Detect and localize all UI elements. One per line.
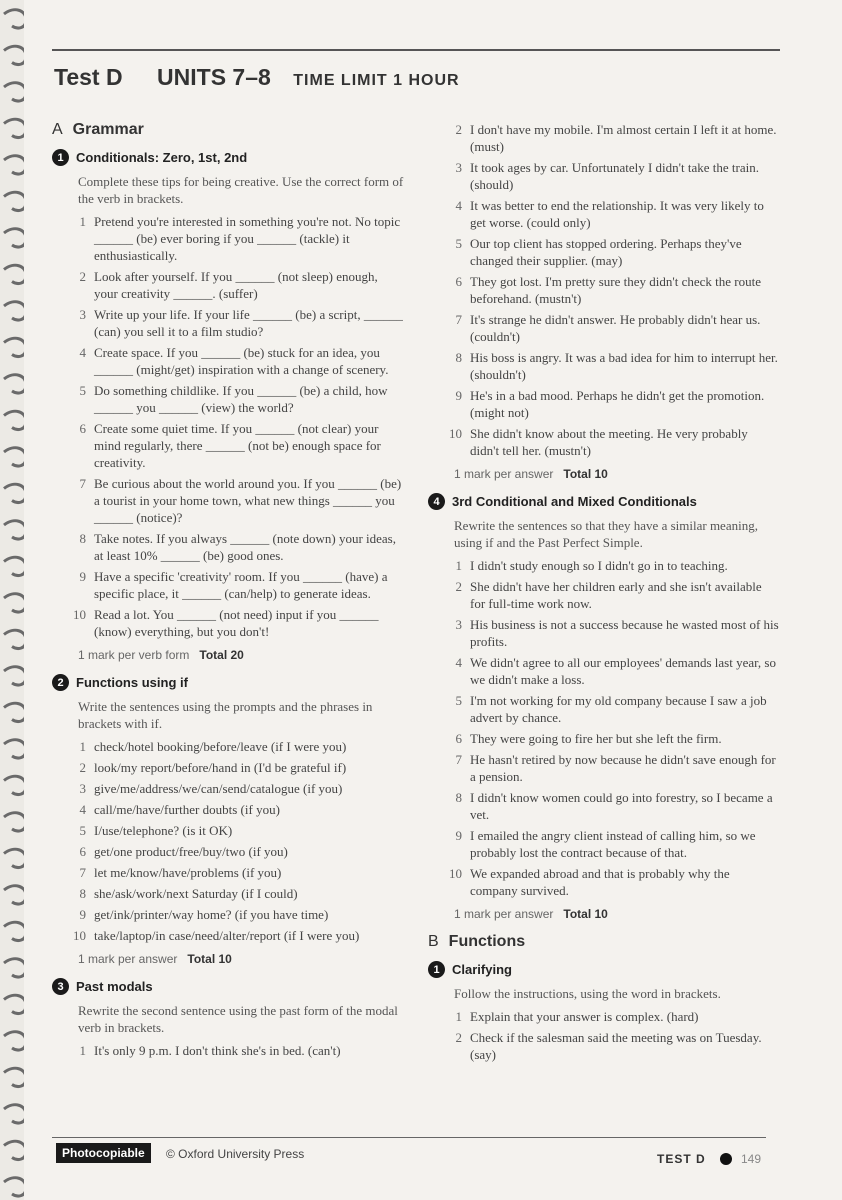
item-text: I'm not working for my old company because I saw a job advert by chance. — [470, 693, 767, 725]
item-number: 7 — [455, 752, 462, 767]
item-text: Our top client has stopped ordering. Perhaps they've changed their supplier. (may) — [470, 236, 742, 268]
item-text: We expanded abroad and that is probably why the company survived. — [470, 866, 730, 898]
item-text: Look after yourself. If you ______ (not sleep) enough, your creativity ______. (suffer) — [94, 269, 378, 301]
item-text: He hasn't retired by now because he didn't save enough for a pension. — [470, 752, 776, 784]
exercise-title: Conditionals: Zero, 1st, 2nd — [76, 150, 248, 165]
list-item — [52, 420, 404, 471]
item-number: 3 — [455, 617, 462, 632]
spiral-loop — [4, 302, 26, 320]
exercise-4-marking: 1 mark per answer Total 10 — [454, 907, 608, 921]
spiral-loop — [4, 740, 26, 758]
list-item — [428, 865, 780, 899]
exercise-3-items-part2 — [428, 121, 780, 459]
spiral-loop — [4, 1141, 26, 1159]
item-number: 7 — [79, 476, 86, 491]
item-number: 2 — [79, 760, 86, 775]
item-number: 8 — [79, 886, 86, 901]
spiral-loop — [4, 886, 26, 904]
item-text: His business is not a success because he wasted most of his profits. — [470, 617, 779, 649]
spiral-loop — [4, 813, 26, 831]
exercise-1-marking: 1 mark per verb form Total 20 — [78, 648, 244, 662]
exercise-number-badge: 3 — [52, 978, 69, 995]
item-text: She didn't have her children early and she isn't available for full-time work now. — [470, 579, 762, 611]
item-text: They got lost. I'm pretty sure they didn't check the route beforehand. (mustn't) — [470, 274, 761, 306]
spiral-loop — [4, 156, 26, 174]
item-text: Check if the salesman said the meeting was on Tuesday. (say) — [470, 1030, 762, 1062]
exercise-b1-items — [428, 1008, 780, 1063]
spiral-loop — [4, 995, 26, 1013]
exercise-title: Clarifying — [452, 962, 512, 977]
list-item — [52, 843, 404, 860]
item-text: He's in a bad mood. Perhaps he didn't get the promotion. (might not) — [470, 388, 765, 420]
item-text: check/hotel booking/before/leave (if I were you) — [94, 739, 347, 754]
spiral-loop — [4, 1105, 26, 1123]
item-number: 3 — [79, 781, 86, 796]
spiral-loop — [4, 229, 26, 247]
spiral-loop — [4, 265, 26, 283]
item-text: I didn't know women could go into forestry, so I became a vet. — [470, 790, 773, 822]
list-item — [52, 906, 404, 923]
list-item — [52, 1042, 404, 1059]
spiral-loop — [4, 10, 26, 28]
item-text: I don't have my mobile. I'm almost certain I left it at home. (must) — [470, 122, 777, 154]
list-item — [52, 475, 404, 526]
spiral-loop — [4, 1178, 26, 1196]
item-text: It's strange he didn't answer. He probably didn't hear us. (couldn't) — [470, 312, 761, 344]
section-a-heading: A Grammar — [52, 121, 144, 138]
spiral-loop — [4, 375, 26, 393]
exercise-2-marking: 1 mark per answer Total 10 — [78, 952, 232, 966]
item-number: 6 — [79, 421, 86, 436]
item-text: It took ages by car. Unfortunately I didn't take the train. (should) — [470, 160, 759, 192]
item-number: 9 — [79, 907, 86, 922]
exercise-1-items — [52, 213, 404, 640]
exercise-title: 3rd Conditional and Mixed Conditionals — [452, 494, 697, 509]
item-number: 1 — [455, 558, 462, 573]
item-text: Take notes. If you always ______ (note down) your ideas, at least 10% ______ (be) good ones. — [94, 531, 396, 563]
list-item — [428, 730, 780, 747]
footer-test-label: TEST D — [657, 1152, 706, 1166]
list-item — [428, 1029, 780, 1063]
item-number: 7 — [79, 865, 86, 880]
exercise-instructions: Follow the instructions, using the word in brackets. — [454, 986, 721, 1001]
item-number: 10 — [449, 426, 462, 441]
list-item — [52, 801, 404, 818]
spiral-loop — [4, 411, 26, 429]
list-item — [52, 530, 404, 564]
item-number: 5 — [455, 693, 462, 708]
spiral-loop — [4, 630, 26, 648]
item-number: 2 — [455, 579, 462, 594]
spiral-loop — [4, 776, 26, 794]
item-text: I didn't study enough so I didn't go in to teaching. — [470, 558, 728, 573]
item-text: His boss is angry. It was a bad idea for him to interrupt her. (shouldn't) — [470, 350, 778, 382]
item-number: 5 — [79, 823, 86, 838]
exercise-2-heading — [52, 674, 404, 691]
item-number: 9 — [455, 828, 462, 843]
item-text: call/me/have/further doubts (if you) — [94, 802, 280, 817]
list-item — [52, 885, 404, 902]
spiral-loop — [4, 959, 26, 977]
item-number: 4 — [455, 655, 462, 670]
list-item — [52, 927, 404, 944]
list-item — [52, 759, 404, 776]
item-text: take/laptop/in case/need/alter/report (if I were you) — [94, 928, 360, 943]
list-item — [428, 349, 780, 383]
item-number: 1 — [79, 739, 86, 754]
list-item — [428, 235, 780, 269]
list-item — [428, 789, 780, 823]
item-number: 5 — [455, 236, 462, 251]
exercise-4-items — [428, 557, 780, 899]
item-text: Be curious about the world around you. If you ______ (be) a tourist in your home town, what new things ______ you ______ (notice)? — [94, 476, 402, 525]
photocopiable-badge: Photocopiable — [56, 1143, 151, 1163]
item-number: 6 — [455, 731, 462, 746]
item-number: 10 — [449, 866, 462, 881]
spiral-loop — [4, 46, 26, 64]
item-text: It's only 9 p.m. I don't think she's in bed. (can't) — [94, 1043, 341, 1058]
footer-rule — [52, 1137, 766, 1138]
item-number: 4 — [79, 345, 86, 360]
section-b-heading: B Functions — [428, 933, 526, 950]
item-text: Read a lot. You ______ (not need) input if you ______ (know) everything, but you don't! — [94, 607, 379, 639]
list-item — [52, 568, 404, 602]
item-text: Explain that your answer is complex. (hard) — [470, 1009, 699, 1024]
list-item — [52, 864, 404, 881]
list-item — [428, 273, 780, 307]
spiral-loop — [4, 1068, 26, 1086]
item-text: It was better to end the relationship. It was very likely to get worse. (could only) — [470, 198, 764, 230]
list-item — [52, 606, 404, 640]
spiral-loop — [4, 484, 26, 502]
spiral-loop — [4, 338, 26, 356]
spiral-loop — [4, 667, 26, 685]
item-number: 6 — [79, 844, 86, 859]
item-number: 10 — [73, 607, 86, 622]
exercise-instructions: Rewrite the second sentence using the past form of the modal verb in brackets. — [78, 1003, 398, 1035]
item-text: Create space. If you ______ (be) stuck for an idea, you ______ (might/get) inspiration with a change of scenery. — [94, 345, 389, 377]
exercise-instructions: Complete these tips for being creative. Use the correct form of the verb in brackets. — [78, 174, 404, 206]
exercise-1-heading — [52, 149, 404, 166]
list-item — [52, 738, 404, 755]
exercise-number-badge: 1 — [52, 149, 69, 166]
exercise-number-badge: 4 — [428, 493, 445, 510]
item-text: She didn't know about the meeting. He very probably didn't tell her. (mustn't) — [470, 426, 748, 458]
item-number: 8 — [79, 531, 86, 546]
item-text: I/use/telephone? (is it OK) — [94, 823, 233, 838]
item-number: 4 — [79, 802, 86, 817]
right-column — [428, 121, 780, 1067]
list-item — [52, 382, 404, 416]
spiral-loop — [4, 557, 26, 575]
list-item — [52, 780, 404, 797]
spiral-loop — [4, 703, 26, 721]
item-number: 1 — [455, 1009, 462, 1024]
spiral-loop — [4, 922, 26, 940]
item-number: 2 — [79, 269, 86, 284]
item-text: get/one product/free/buy/two (if you) — [94, 844, 288, 859]
list-item — [428, 827, 780, 861]
top-rule — [52, 49, 780, 51]
list-item — [428, 654, 780, 688]
item-number: 6 — [455, 274, 462, 289]
item-number: 3 — [79, 307, 86, 322]
item-number: 5 — [79, 383, 86, 398]
units-title: UNITS 7–8 — [157, 64, 271, 90]
spiral-loop — [4, 192, 26, 210]
list-item — [428, 159, 780, 193]
list-item — [428, 425, 780, 459]
item-number: 1 — [79, 214, 86, 229]
exercise-3-heading — [52, 978, 404, 995]
item-text: Write up your life. If your life ______ (be) a script, ______ (can) you sell it to a film studio? — [94, 307, 403, 339]
item-text: Have a specific 'creativity' room. If you ______ (have) a specific place, it ______ (can/help) to generate ideas. — [94, 569, 388, 601]
spiral-loop — [4, 448, 26, 466]
left-column — [52, 121, 404, 1063]
exercise-instructions: Write the sentences using the prompts and the phrases in brackets with if. — [78, 699, 373, 731]
item-number: 9 — [455, 388, 462, 403]
exercise-b1-heading — [428, 961, 780, 978]
item-text: let me/know/have/problems (if you) — [94, 865, 282, 880]
exercise-title: Past modals — [76, 979, 153, 994]
item-number: 9 — [79, 569, 86, 584]
item-text: get/ink/printer/way home? (if you have time) — [94, 907, 329, 922]
exercise-3-items-part1 — [52, 1042, 404, 1059]
item-number: 8 — [455, 790, 462, 805]
list-item — [52, 268, 404, 302]
exercise-3-marking: 1 mark per answer Total 10 — [454, 467, 608, 481]
spiral-loop — [4, 83, 26, 101]
item-number: 10 — [73, 928, 86, 943]
list-item — [52, 306, 404, 340]
list-item — [428, 311, 780, 345]
list-item — [52, 344, 404, 378]
item-text: give/me/address/we/can/send/catalogue (if you) — [94, 781, 343, 796]
page-number: 149 — [741, 1152, 762, 1166]
test-title: Test D — [54, 64, 123, 90]
item-text: look/my report/before/hand in (I'd be grateful if) — [94, 760, 347, 775]
spiral-loop — [4, 119, 26, 137]
item-number: 1 — [79, 1043, 86, 1058]
item-number: 3 — [455, 160, 462, 175]
exercise-title: Functions using if — [76, 675, 188, 690]
list-item — [428, 692, 780, 726]
copyright-notice: © Oxford University Press — [166, 1147, 305, 1161]
exercise-number-badge: 2 — [52, 674, 69, 691]
spiral-loop — [4, 521, 26, 539]
list-item — [428, 578, 780, 612]
time-limit: TIME LIMIT 1 HOUR — [293, 72, 460, 89]
list-item — [428, 121, 780, 155]
exercise-number-badge: 1 — [428, 961, 445, 978]
item-number: 8 — [455, 350, 462, 365]
list-item — [428, 387, 780, 421]
list-item — [428, 616, 780, 650]
exercise-2-items — [52, 738, 404, 944]
spiral-loop — [4, 1032, 26, 1050]
page-header — [54, 64, 460, 91]
item-number: 4 — [455, 198, 462, 213]
list-item — [428, 197, 780, 231]
item-text: she/ask/work/next Saturday (if I could) — [94, 886, 298, 901]
item-number: 2 — [455, 1030, 462, 1045]
item-text: Do something childlike. If you ______ (be) a child, how ______ you ______ (view) the world? — [94, 383, 388, 415]
bullet-dot — [720, 1153, 732, 1165]
spiral-loop — [4, 849, 26, 867]
exercise-4-heading — [428, 493, 780, 510]
list-item — [428, 557, 780, 574]
item-number: 2 — [455, 122, 462, 137]
item-number: 7 — [455, 312, 462, 327]
item-text: Create some quiet time. If you ______ (not clear) your mind regularly, there ______ (not be) enough space for creativity. — [94, 421, 381, 470]
item-text: They were going to fire her but she left the firm. — [470, 731, 722, 746]
list-item — [52, 213, 404, 264]
spiral-loop — [4, 594, 26, 612]
item-text: I emailed the angry client instead of calling him, so we probably lost the contract because of that. — [470, 828, 756, 860]
item-text: We didn't agree to all our employees' demands last year, so we didn't make a loss. — [470, 655, 776, 687]
exercise-instructions: Rewrite the sentences so that they have a similar meaning, using if and the Past Perfect Simple. — [454, 518, 758, 550]
list-item — [52, 822, 404, 839]
list-item — [428, 751, 780, 785]
item-text: Pretend you're interested in something you're not. No topic ______ (be) ever boring if you ______ (tackle) it enthusiastically. — [94, 214, 401, 263]
list-item — [428, 1008, 780, 1025]
